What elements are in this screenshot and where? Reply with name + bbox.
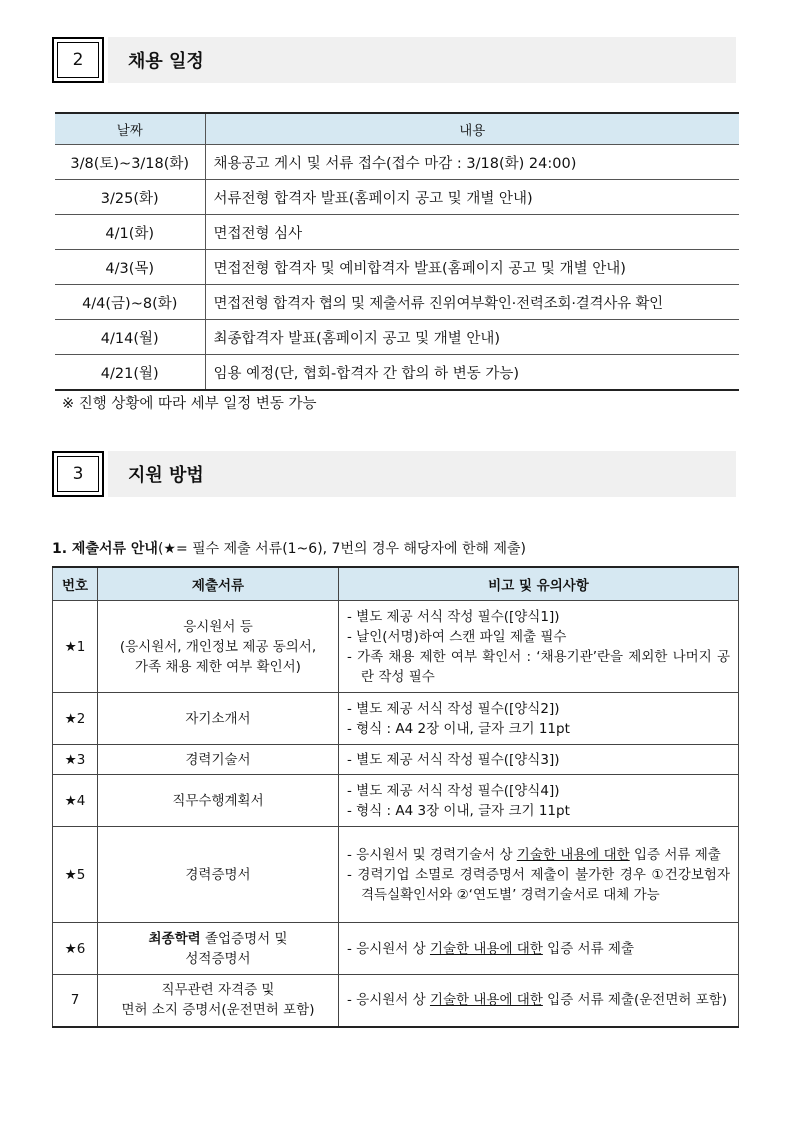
schedule-content: 면접전형 합격자 및 예비합격자 발표(홈페이지 공고 및 개별 안내) [205,250,739,285]
doc-name: 경력증명서 [98,827,339,923]
section-number-box: 2 [52,37,104,83]
documents-heading-bold: 1. 제출서류 안내 [52,541,158,557]
section-header-schedule [52,37,736,83]
documents-table [52,566,739,1028]
schedule-note: ※ 진행 상황에 따라 세부 일정 변동 가능 [62,396,317,412]
note-item: - 가족 채용 제한 여부 확인서 : ‘채용기관’란을 제외한 나머지 공란 작성 필수 [347,648,730,685]
note-item: - 별도 제공 서식 작성 필수([양식3]) [347,751,560,768]
schedule-date: 4/21(월) [55,355,205,391]
schedule-content: 서류전형 합격자 발표(홈페이지 공고 및 개별 안내) [205,180,739,215]
doc-name-line: (응시원서, 개인정보 제공 동의서, [119,638,317,655]
table-row [55,215,739,250]
schedule-date: 4/3(목) [55,250,205,285]
doc-notes [339,601,739,693]
table-row [53,601,739,693]
doc-notes [339,975,739,1027]
note-underlined-text: 기술한 내용에 대한 [516,846,630,863]
doc-number: ★3 [53,745,98,775]
schedule-date: 4/1(화) [55,215,205,250]
doc-notes [339,923,739,975]
doc-name: 경력기술서 [98,745,339,775]
table-row [55,285,739,320]
table-row [55,355,739,391]
note-item [347,990,730,1010]
table-row [53,775,739,827]
doc-name-bold: 최종학력 [148,930,201,947]
doc-name-line: 응시원서 등 [183,618,253,635]
note-item: - 형식 : A4 2장 이내, 글자 크기 11pt [347,720,570,737]
note-item: - 별도 제공 서식 작성 필수([양식2]) [347,700,560,717]
doc-name [98,975,339,1027]
table-row [53,923,739,975]
doc-number: ★4 [53,775,98,827]
note-text: - 응시원서 및 경력기술서 상 [347,846,517,863]
schedule-date: 4/14(월) [55,320,205,355]
note-item [347,939,730,959]
documents-heading [52,538,526,558]
note-item: - 경력기업 소멸로 경력증명서 제출이 불가한 경우 ①건강보험자격득실확인서와 ②‘연도별’ 경력기술서로 대체 가능 [347,866,730,903]
doc-name-line [104,929,332,949]
doc-name-line: 성적증명서 [185,950,251,967]
schedule-date: 4/4(금)~8(화) [55,285,205,320]
section-number-box: 3 [52,451,104,497]
doc-number: ★1 [53,601,98,693]
table-header-row [55,113,739,145]
note-text: 입증 서류 제출 [542,940,634,957]
note-underlined-text: 기술한 내용에 대한 [429,940,543,957]
doc-name [98,923,339,975]
doc-name: 자기소개서 [98,693,339,745]
column-header-date: 날짜 [55,113,205,145]
table-row [55,180,739,215]
schedule-content: 최종합격자 발표(홈페이지 공고 및 개별 안내) [205,320,739,355]
doc-number: ★2 [53,693,98,745]
schedule-content: 면접전형 합격자 협의 및 제출서류 진위여부확인·전력조회·결격사유 확인 [205,285,739,320]
section-header-application [52,451,736,497]
doc-name [98,601,339,693]
doc-notes [339,745,739,775]
schedule-date: 3/25(화) [55,180,205,215]
doc-number: 7 [53,975,98,1027]
schedule-content: 채용공고 게시 및 서류 접수(접수 마감 : 3/18(화) 24:00) [205,145,739,180]
doc-name-line: 가족 채용 제한 여부 확인서) [135,658,301,675]
table-row [53,693,739,745]
section-title: 채용 일정 [108,37,736,83]
schedule-content: 임용 예정(단, 협회-합격자 간 합의 하 변동 가능) [205,355,739,391]
note-text: 입증 서류 제출 [629,846,721,863]
note-item: - 별도 제공 서식 작성 필수([양식1]) [347,608,560,625]
note-underlined-text: 기술한 내용에 대한 [429,992,543,1009]
table-row [55,145,739,180]
doc-number: ★6 [53,923,98,975]
note-text: 입증 서류 제출(운전면허 포함) [542,992,728,1009]
doc-number: ★5 [53,827,98,923]
column-header-content: 내용 [205,113,739,145]
table-row [53,975,739,1027]
table-row [53,827,739,923]
column-header-document: 제출서류 [98,567,339,601]
schedule-table [55,112,739,391]
table-row [55,250,739,285]
doc-name-line: 직무관련 자격증 및 [161,982,275,999]
section-title: 지원 방법 [108,451,736,497]
doc-name: 직무수행계획서 [98,775,339,827]
schedule-date: 3/8(토)~3/18(화) [55,145,205,180]
note-item: - 형식 : A4 3장 이내, 글자 크기 11pt [347,802,570,819]
doc-notes [339,693,739,745]
note-item: - 별도 제공 서식 작성 필수([양식4]) [347,782,560,799]
schedule-content: 면접전형 심사 [205,215,739,250]
note-item [347,845,730,865]
column-header-notes: 비고 및 유의사항 [339,567,739,601]
doc-name-text: 졸업증명서 및 [200,930,288,947]
doc-notes [339,827,739,923]
doc-name-line: 면허 소지 증명서(운전면허 포함) [121,1002,315,1019]
table-row [55,320,739,355]
table-row [53,745,739,775]
documents-heading-note: (★= 필수 제출 서류(1~6), 7번의 경우 해당자에 한해 제출) [157,541,527,557]
note-text: - 응시원서 상 [347,992,430,1009]
doc-notes [339,775,739,827]
note-text: - 응시원서 상 [347,940,430,957]
table-header-row [53,567,739,601]
note-item: - 날인(서명)하여 스캔 파일 제출 필수 [347,628,567,645]
column-header-number: 번호 [53,567,98,601]
